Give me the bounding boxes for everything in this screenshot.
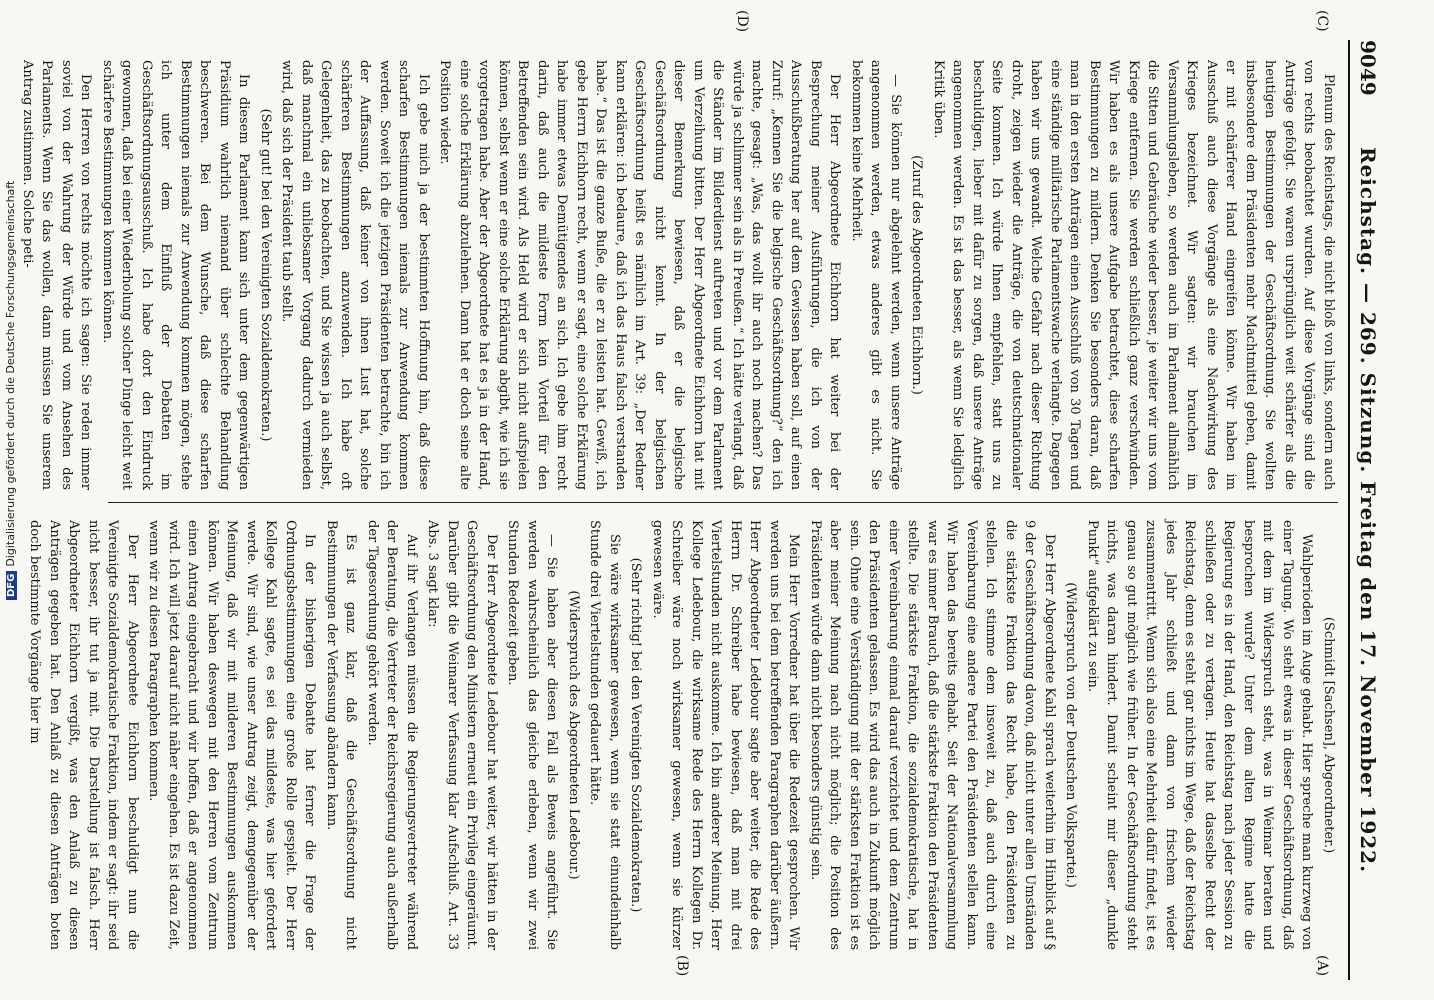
paragraph: (Schmidt [Sachsen], Abgeordneter.) [1321,616,1336,854]
digitization-footer [4,181,17,600]
margin-mark-c: (C) [1314,10,1330,32]
paragraph: Sie wäre wirksamer gewesen, wenn sie statt einundeinhalb Stunde drei Viertelstunden gedauert hätte. [587,520,622,950]
paragraph: (Widerspruch von der Deutschen Volkspartei.) [1063,582,1079,888]
paragraph: — Sie haben aber diesen Fall als Beweis angeführt. Sie werden wahrscheinlich das gleiche erleben, wenn wir zwei Stunden Redezeit geben. [505,520,560,950]
paragraph: Der Herr Abgeordnete Ledebour hat weiter, wir hätten in der Geschäftsordnung den Ministern erneut ein Privileg eingeräumt. Darüber gibt die Weimarer Verfassung klar Aufschluß. Art. 33 Abs. 3 sagt klar: [425,520,499,950]
paragraph: Ich gebe mich ja der bestimmten Hoffnung hin, daß diese scharfen Bestimmungen niemals zur Anwendung kommen werden. Soweit ich die jetzigen Präsidenten betrachte, bin ich der Auffassung, daß keiner von ihnen Lust hat, solche schärferen Bestimmungen anzuwenden. Ich habe oft Gelegenheit, das zu beobachten, und Sie wissen ja auch selbst, daß manchmal ein unliebsamer Vorgang dadurch vermieden wird, daß sich der Präsident taub stellt. [279,60,431,490]
margin-mark-d: (D) [734,10,750,33]
paragraph: Es ist ganz klar, daß die Geschäftsordnung nicht Bestimmungen der Verfassung abändern kann. [324,520,359,950]
page-title: Reichstag. — 269. Sitzung. Freitag den 17. November 1922. [1356,146,1380,874]
page-number: 9049 [1356,40,1380,96]
paragraph: Auf ihr Verlangen müssen die Regierungsvertreter während der Beratung, die Vertreter der Reichsregierung auch außerhalb der Tagesordnung gehört werden. [365,520,419,950]
dfg-logo: DFG [6,571,17,600]
page-header [1348,40,1384,980]
paragraph: (Zuruf des Abgeordneten Eichhorn.) [909,155,925,395]
paragraph: Plenum des Reichstags, die nicht bloß von links, sondern auch von rechts beobachtet wurden. Auf diese Vorgänge sind die Anträge gefolgt. Sie waren ursprünglich weit schärfer als die heutigen Bestimmungen der Geschäftsordnung. Sie wollten insbesondere dem Präsidenten mehr Machtmittel geben, damit er mit schärferer Hand eingreifen könne. Wir haben im Ausschuß auch diese Vorgänge als eine Nachwirkung des Krieges bezeichnet. Wir sagten: wir brauchen im Versammlungsleben, so werden auch im Parlament allmählich die Sitten und Gebräuche wieder besser, je weiter wir uns vom Kriege entfernen. Sie werden schließlich ganz verschwinden. Wir haben es als unsere Aufgabe betrachtet, diese scharfen Bestimmungen zu mildern. Denken Sie besonders daran, daß man in den ersten Anträgen einen Ausschluß von 30 Tagen und eine ständige militärische Parlamentswache verlangte. Dagegen haben wir uns gewandt. Welche Gefahr nach dieser Richtung droht, zeigen wieder die Anträge, die von deutschnationaler Seite kommen. Ich würde Ihnen empfehlen, statt uns zu beschuldigen, lieber mit dafür zu sorgen, daß unsere Anträge angenommen werden. Es ist das besser, als wenn Sie lediglich Kritik üben. [931,60,1336,490]
footer-text: Digitalisierung gefördert durch die Deutsche Forschungsgemeinschaft [4,180,17,567]
paragraph: (Sehr gut! bei den Vereinigten Sozialdemokraten.) [258,108,273,442]
paragraph: In der bisherigen Debatte hat ferner die Frage der Ordnungsbestimmungen eine große Rolle gespielt. Der Herr Kollege Kahl sagte, es sei das mildeste, was hier gefordert werde. Wir sind, wie unser Antrag zeigt, demgegenüber der Meinung, daß wir mit milderen Bestimmungen auskommen können. Wir haben deswegen mit den Herren vom Zentrum einen Antrag eingebracht und wir hoffen, daß er angenommen wird. Ich will jetzt darauf nicht näher eingehen. Es ist dazu Zeit, wenn wir zu diesen Paragraphen kommen. [146,520,318,950]
right-text-column [20,60,1338,490]
rotated-page-content [20,0,1390,1000]
paragraph: Mein Herr Vorredner hat über die Redezeit gesprochen. Wir werden uns bei dem betreffenden Paragraphen darüber äußern. Herr Abgeordneter Ledebour sagte aber weiter, die Rede des Herrn Dr. Schreiber habe bewiesen, daß man mit drei Viertelstunden nicht auskomme. Ich bin anderer Meinung. Herr Kollege Ledebour, die wirksame Rede des Herrn Kollegen Dr. Schreiber wäre noch wirksamer gewesen, wenn sie kürzer gewesen wäre. [650,520,802,950]
paragraph: Der Herr Abgeordnete Eichhorn beschuldigt nun die Vereinigte Sozialdemokratische Fraktion, indem er sagt: ihr seid nicht besser, ihr tut ja mit. Die Darstellung ist falsch. Herr Abgeordneter Eichhorn vergißt, was den Anlaß zu diesen Anträgen gegeben hat. Den Anlaß zu diesen Anträgen boten doch bestimmte Vorgänge hier im [27,520,140,950]
paragraph: (Widerspruch des Abgeordneten Ledebour.) [566,590,581,880]
paragraph: — Sie können nur abgelehnt werden, wenn unsere Anträge angenommen werden, etwas anderes gibt es nicht. Sie bekommen keine Mehrheit. [849,60,903,490]
margin-mark-b: (B) [674,955,690,977]
paragraph: Den Herren von rechts möchte ich sagen: Sie reden immer soviel von der Wahrung der Würde und vom Ansehen des Parlaments. Wenn Sie das wollen, dann müssen Sie unserem Antrag zustimmen. Solche peti- [20,60,94,490]
margin-mark-a: (A) [1314,955,1330,977]
paragraph: Wahlperioden im Auge gehabt. Hier spreche man kurzweg von einer Tagung. Wo steht etwas in dieser Geschäftsordnung, daß mit dem im Widerspruch steht, was in Weimar beraten und besprochen wurde? Unter dem alten Regime hatte die Regierung es in der Hand, den Reichstag nach jeder Session zu schließen oder zu vertagen. Heute hat dasselbe Recht der Reichstag, denn es steht gar nichts im Wege, daß der Reichstag jedes Jahr schließt und dann von frischem wieder zusammentritt. Wenn sich also eine Mehrheit dafür findet, ist es genau so gut möglich wie früher. In der Geschäftsordnung steht nichts, was daran hindert. Damit scheint mir dieser „dunkle Punkt“ aufgeklärt zu sein. [1085,520,1315,950]
column-divider [108,502,1338,503]
paragraph: In diesem Parlament kann sich unter dem gegenwärtigen Präsidium wahrlich niemand über schlechte Behandlung beschweren. Bei dem Wunsche, daß diese scharfen Bestimmungen niemals zur Anwendung kommen mögen, stehe ich unter dem Einfluß der Debatten im Geschäftsordnungsausschuß. Ich habe dort den Eindruck gewonnen, daß bei einer Wiederholung solcher Dinge leicht weit schärfere Bestimmungen kommen können. [100,60,252,490]
paragraph: (Sehr richtig! bei den Vereinigten Sozialdemokraten.) [628,557,644,913]
left-text-column [27,520,1338,950]
paragraph: Der Herr Abgeordnete Kahl sprach weiterhin im Hinblick auf § 9 der Geschäftsordnung davon, daß nicht unter allen Umständen die stärkste Fraktion das Recht habe, den Präsidenten zu stellen. Ich stimme dem insoweit zu, daß auch durch eine Vereinbarung eine andere Partei den Präsidenten stellen kann. Wir haben das bereits gehabt. Seit der Nationalversammlung war es immer Brauch, daß die stärkste Fraktion den Präsidenten stellte. Die stärkste Fraktion, die sozialdemokratische, hat in einer Vereinbarung einmal darauf verzichtet und dem Zentrum den Präsidenten gelassen. Es wird das auch in Zukunft möglich sein. Ohne eine Verständigung mit der stärksten Fraktion ist es aber meiner Meinung nach nicht möglich; die Position des Präsidenten würde dann nicht besonders günstig sein. [808,520,1057,950]
paragraph: Der Herr Abgeordnete Eichhorn hat weiter bei der Besprechung meiner Ausführungen, die ich von der Ausschußberatung her auf dem Gewissen haben soll, auf einen Zuruf: „Kennen Sie die belgische Geschäftsordnung?“ den ich machte, gesagt: „Was, das wollt ihr auch noch machen? Das würde ja schlimmer sein als in Preußen.“ Ich hätte verlangt, daß die Ständer im Bilderdienst auftreten und vor dem Parlament um Verzeihung bitten. Der Herr Abgeordnete Eichhorn hat mit dieser Bemerkung bewiesen, daß er die belgische Geschäftsordnung nicht kennt. In der belgischen Geschäftsordnung heißt es nämlich im Art. 39: „Der Redner kann erklären: ich bedaure, daß ich das Haus falsch verstanden habe.“ Das ist die ganze Buße, die er zu leisten hat. Gewiß, ich gebe Herrn Eichhorn recht, wenn er sagt, eine solche Erklärung habe immer etwas Demütigendes an sich. Ich gebe ihm recht darin, daß auch die mildeste Form kein Vorteil für den Betreffenden sein wird. Als Held wird er sich nicht aufspielen können, selbst wenn er eine solche Erklärung abgibt, wie ich sie vorgetragen habe. Aber der Abgeordnete hat es ja in der Hand, eine solche Erklärung abzulehnen. Dann hat er doch seine alte Position wieder. [437,60,843,490]
